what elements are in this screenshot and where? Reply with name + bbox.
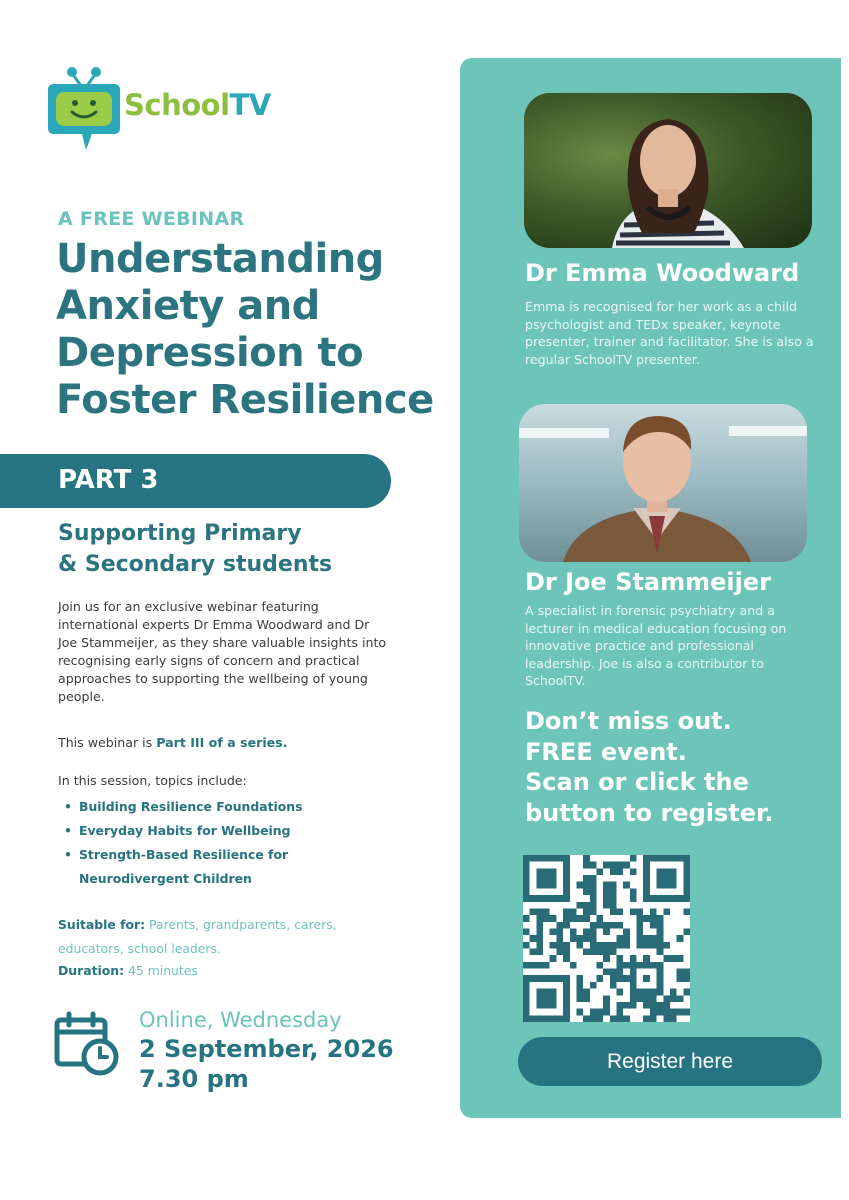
- title-line: Foster Resilience: [56, 377, 434, 423]
- page-title: [56, 236, 436, 424]
- intro-paragraph: Join us for an exclusive webinar featuring international experts Dr Emma Woodward and Dr Joe Stammeijer, as they share valuable insights into recognising early signs of concern and practical approaches to supporting the wellbeing of young people.: [58, 599, 387, 704]
- series-highlight: Part III of a series.: [156, 735, 288, 750]
- subtitle-line: Supporting Primary: [58, 521, 302, 546]
- portrait-figure: [524, 93, 812, 248]
- speaker-name: Dr Joe Stammeijer: [525, 568, 771, 596]
- topic-item: • Strength-Based Resilience for Neurodivergent Children: [64, 843, 384, 891]
- topics-list: [64, 795, 384, 891]
- webinar-eyebrow: A FREE WEBINAR: [58, 208, 245, 230]
- speaker-photo-emma: [524, 93, 812, 248]
- duration-value: 45 minutes: [124, 963, 198, 978]
- series-prefix: This webinar is: [58, 735, 157, 750]
- subtitle-line: & Secondary students: [58, 552, 333, 577]
- brand-name-school: School: [124, 88, 230, 122]
- event-time: 7.30 pm: [139, 1065, 249, 1093]
- speaker-photo-joe: [519, 404, 807, 562]
- topics-intro: In this session, topics include:: [58, 773, 247, 788]
- suitable-value: Parents, grandparents, carers, educators, school leaders.: [58, 917, 337, 956]
- topic-item: • Building Resilience Foundations: [64, 795, 384, 819]
- title-line: Depression to: [56, 330, 364, 376]
- speaker-bio: A specialist in forensic psychiatry and a lecturer in medical education focusing on innovative practice and professional leadership. Joe is also a contributor to SchoolTV.: [525, 603, 787, 689]
- topic-item: • Everyday Habits for Wellbeing: [64, 819, 384, 843]
- duration-label: Duration:: [58, 963, 125, 978]
- event-location-day: Online, Wednesday: [139, 1008, 342, 1032]
- cta-message: [525, 706, 825, 828]
- brand-name: [124, 88, 271, 122]
- register-button[interactable]: Register here: [518, 1037, 822, 1086]
- speaker-bio: Emma is recognised for her work as a child psychologist and TEDx speaker, keynote presenter, trainer and facilitator. She is also a regular SchoolTV presenter.: [525, 299, 814, 367]
- schooltv-logo: [46, 62, 296, 154]
- series-note: [58, 735, 287, 750]
- title-line: Understanding: [56, 236, 384, 282]
- brand-name-tv: TV: [229, 88, 271, 122]
- part-label: PART 3: [58, 465, 159, 495]
- calendar-clock-icon: [54, 1011, 120, 1077]
- cta-line: Don’t miss out.: [525, 707, 732, 735]
- suitable-label: Suitable for:: [58, 917, 146, 932]
- cta-line: button to register.: [525, 798, 774, 827]
- portrait-figure: [519, 404, 807, 562]
- cta-line: FREE event.: [525, 737, 687, 766]
- tv-mascot-icon: [46, 62, 122, 154]
- speaker-name: Dr Emma Woodward: [525, 259, 800, 287]
- event-date: 2 September, 2026: [139, 1035, 394, 1063]
- suitable-for: [58, 913, 358, 961]
- duration: [58, 961, 198, 981]
- cta-line: Scan or click the: [525, 768, 749, 796]
- part-banner: [0, 454, 391, 508]
- title-line: Anxiety and: [56, 283, 320, 329]
- qr-code-icon[interactable]: [523, 855, 690, 1022]
- session-subtitle: [58, 518, 388, 580]
